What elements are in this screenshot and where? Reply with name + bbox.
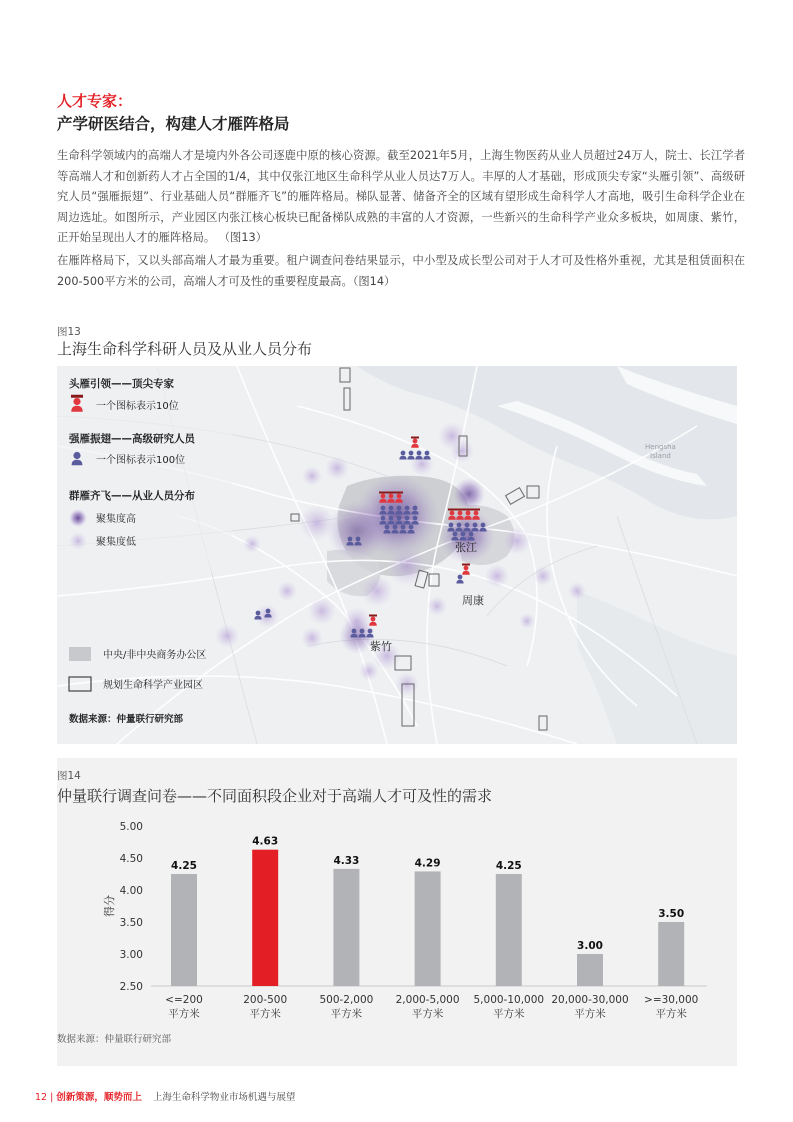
- legend-density-high: 聚集度高: [96, 514, 136, 525]
- x-tick-label: >=30,000: [644, 994, 699, 1006]
- legend-tier1-note: 一个图标表示10位: [96, 401, 179, 412]
- bar-value-label: 3.00: [577, 940, 603, 952]
- legend-park: 规划生命科学产业园区: [103, 680, 203, 691]
- island-label: Hengsha: [645, 443, 676, 451]
- x-tick-label: 平方米: [249, 1008, 281, 1020]
- bar-chart: [57, 810, 737, 1030]
- x-tick-label: 平方米: [330, 1008, 363, 1020]
- page-footer: 12 | 创新策源，顺势而上 上海生命科学物业市场机遇与展望: [35, 1092, 296, 1103]
- figure-13-label: 图13: [57, 326, 81, 338]
- island-label-2: Island: [650, 452, 671, 460]
- y-tick-label: 2.50: [119, 981, 143, 993]
- x-tick-label: 200-500: [243, 994, 288, 1006]
- legend-tier2-title: 强雁振翅——高级研究人员: [69, 433, 195, 445]
- density-high-swatch: [69, 509, 87, 527]
- figure-14-source: 数据来源：仲量联行研究部: [57, 1034, 172, 1045]
- bar-value-label: 4.29: [414, 857, 441, 870]
- legend-density-low: 聚集度低: [96, 537, 136, 548]
- place-label-zhangjiang: 张江: [455, 541, 477, 554]
- bar-value-label: 4.25: [495, 860, 522, 872]
- bar: [658, 922, 684, 986]
- cbd-swatch: [69, 647, 91, 661]
- y-tick-label: 3.50: [119, 917, 143, 929]
- bar-value-label: 4.25: [171, 860, 197, 872]
- x-tick-label: 平方米: [574, 1008, 606, 1020]
- footer-report-title: 上海生命科学物业市场机遇与展望: [152, 1092, 296, 1103]
- figure-14-title: 仲量联行调查问卷——不同面积段企业对于高端人才可及性的需求: [57, 787, 493, 805]
- x-tick-label: 平方米: [493, 1008, 525, 1020]
- place-label-zhoukang: 周康: [462, 594, 484, 607]
- figure-14-label: 图14: [57, 770, 81, 782]
- y-tick-label: 5.00: [119, 821, 143, 833]
- body-paragraph-1: 生命科学领域内的高端人才是境内外各公司逐鹿中原的核心资源。截至2021年5月，上海生物医药从业人员超过24万人，院士、长江学者等高端人才和创新药人才占全国的1/4，其中仅张江地区生命科学从业人员达7万人。丰厚的人才基础，形成顶尖专家“头雁引领”、高级研究人员“强雁振翅”、行业基础人员“群雁齐飞”的雁阵格局。梯队显著、储备齐全的区域有望形成生命科学人才高地，吸引生命科学企业在周边选址。如图所示，产业园区内张江核心板块已配备梯队成熟的丰富的人才资源，一些新兴的生命科学产业众多板块，如周康、紫竹，正开始呈现出人才的雁阵格局。 （图13）: [57, 149, 745, 244]
- x-tick-label: 5,000-10,000: [473, 994, 545, 1006]
- x-tick-label: 20,000-30,000: [551, 994, 629, 1006]
- bar: [496, 874, 522, 986]
- bar-value-label: 4.33: [333, 854, 360, 867]
- section-kicker: 人才专家：: [57, 92, 133, 110]
- footer-section: 创新策源，顺势而上: [56, 1092, 142, 1103]
- map-source: 数据来源：仲量联行研究部: [69, 714, 184, 725]
- x-tick-label: 2,000-5,000: [395, 994, 460, 1006]
- legend-tier1-title: 头雁引领——顶尖专家: [69, 378, 174, 390]
- bar: [415, 871, 441, 986]
- y-tick-label: 3.00: [119, 949, 143, 961]
- y-tick-label: 4.00: [119, 885, 143, 897]
- bar: [333, 869, 359, 986]
- x-tick-label: 500-2,000: [319, 994, 374, 1006]
- x-tick-label: 平方米: [168, 1008, 200, 1020]
- bar-value-label: 3.50: [658, 908, 685, 920]
- x-tick-label: 平方米: [411, 1008, 444, 1020]
- body-paragraph-2: 在雁阵格局下，又以头部高端人才最为重要。租户调查问卷结果显示，中小型及成长型公司对于人才可及性格外重视，尤其是租赁面积在200-500平方米的公司，高端人才可及性的重要程度最高。（图14）: [57, 254, 745, 288]
- legend-cbd: 中央/非中央商务办公区: [103, 650, 207, 661]
- y-tick-label: 4.50: [119, 853, 143, 865]
- bar: [171, 874, 197, 986]
- legend-tier3-title: 群雁齐飞——从业人员分布: [69, 490, 195, 502]
- talent-distribution-map: [57, 366, 737, 744]
- density-low-swatch: [69, 532, 87, 550]
- x-tick-label: <=200: [165, 994, 203, 1006]
- place-label-zizhu: 紫竹: [370, 640, 392, 653]
- page-number: 12: [35, 1092, 48, 1103]
- y-axis-label: 得分: [103, 895, 116, 917]
- x-tick-label: 平方米: [655, 1008, 687, 1020]
- bar-value-label: 4.63: [252, 835, 279, 848]
- section-heading: 产学研医结合，构建人才雁阵格局: [57, 115, 290, 133]
- bar: [252, 850, 278, 986]
- legend-tier2-note: 一个图标表示100位: [96, 455, 186, 466]
- figure-13-title: 上海生命科学科研人员及从业人员分布: [57, 340, 313, 358]
- bar: [577, 954, 603, 986]
